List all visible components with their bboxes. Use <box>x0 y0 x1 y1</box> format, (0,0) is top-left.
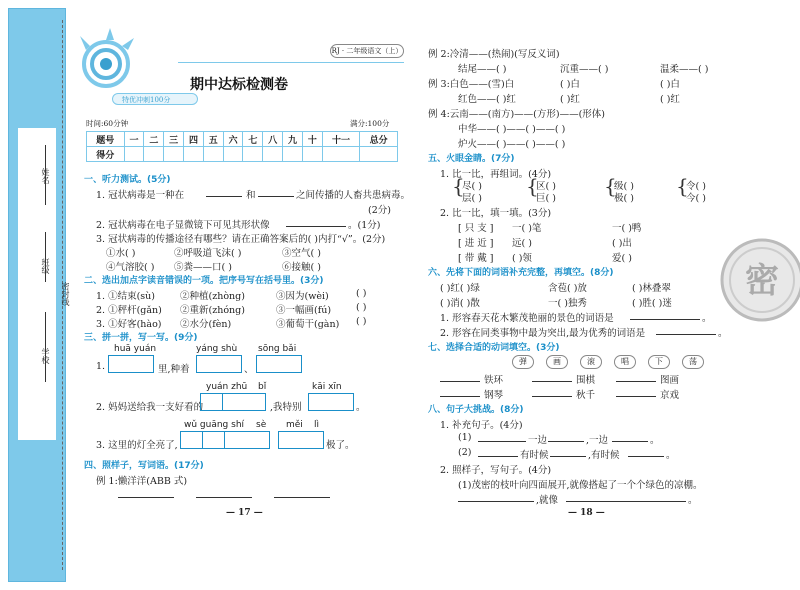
answer-blank[interactable] <box>478 441 526 442</box>
score-cell: 六 <box>223 132 243 147</box>
q8-2-end: 。 <box>688 495 698 506</box>
verb-option: 滚 <box>580 355 602 369</box>
q2-answer[interactable]: ( ) <box>356 316 367 327</box>
answer-blank[interactable] <box>616 381 656 382</box>
q5-2-blank[interactable]: 一( )笔 <box>512 223 542 234</box>
score-header-row <box>87 132 398 147</box>
answer-blank[interactable] <box>258 196 294 197</box>
answer-blank[interactable] <box>478 456 518 457</box>
q3-1-num: 1. <box>96 361 106 372</box>
confidential-seal-icon <box>718 236 800 324</box>
q1-1-text-b: 和 <box>246 190 256 201</box>
q8-2-mid: ,就像 <box>536 495 559 506</box>
q2-item: ②种植(zhòng) <box>180 291 245 302</box>
q2-answer[interactable]: ( ) <box>356 302 367 313</box>
score-input[interactable] <box>203 147 223 162</box>
score-table <box>86 131 398 162</box>
brace-icon: { <box>452 174 465 198</box>
q4-item[interactable]: 红色——( )红 <box>458 94 516 105</box>
q2-item: ③葡萄干(gàn) <box>276 319 340 330</box>
q1-3-option[interactable]: ④气溶胶( ) <box>106 262 155 273</box>
brace-icon: { <box>526 174 539 198</box>
score-cell: 题号 <box>87 132 125 147</box>
section-1-title: 一、听力测试。(5分) <box>84 175 171 185</box>
pinyin-label: kāi xīn <box>312 382 342 392</box>
pinyin-label: měi <box>286 420 303 430</box>
pinyin-label: yáng shù <box>196 344 238 354</box>
page-number-left: — 17 — <box>226 508 263 518</box>
q6-1-end: 。 <box>702 313 712 324</box>
q5-2-text: 2. 比一比，填一填。(3分) <box>440 208 552 219</box>
q7-word: 铁环 <box>484 375 504 386</box>
q2-item: ②水分(fèn) <box>180 319 232 330</box>
q1-3-option[interactable]: ⑤粪——口( ) <box>174 262 232 273</box>
q2-item: ②重新(zhóng) <box>180 305 245 316</box>
brace-icon: { <box>676 174 689 198</box>
q1-3-option[interactable]: ③空气( ) <box>282 248 321 259</box>
page-number-right: — 18 — <box>568 508 605 518</box>
answer-blank[interactable] <box>630 319 700 320</box>
section-8-title: 八、句子大挑战。(8分) <box>428 405 524 415</box>
q1-1-text: 1. 冠状病毒是一种在 <box>96 190 185 201</box>
score-input[interactable] <box>283 147 303 162</box>
q1-3-text: 3. 冠状病毒的传播途径有哪些？请在正确答案后的( )内打“√”。(2分) <box>96 234 386 245</box>
answer-blank[interactable] <box>550 456 586 457</box>
q1-3-option[interactable]: ②呼吸道飞沫( ) <box>174 248 242 259</box>
answer-blank[interactable] <box>286 226 346 227</box>
score-input[interactable] <box>302 147 322 162</box>
q4-item[interactable]: ( )红 <box>660 94 680 105</box>
q2-item: ③因为(wèi) <box>276 291 329 302</box>
idiom-blank[interactable]: ( )林叠翠 <box>632 283 671 294</box>
q8-2-text: 2. 照样子，写句子。(4分) <box>440 465 552 476</box>
q4-item[interactable]: ( )白 <box>560 79 580 90</box>
answer-blank[interactable] <box>656 334 716 335</box>
score-input[interactable] <box>124 147 144 162</box>
q4-item[interactable]: ( )白 <box>660 79 680 90</box>
q3-3-text: 3. 这里的灯全亮了, <box>96 440 178 451</box>
pinyin-label: sè <box>256 420 267 430</box>
writing-grid[interactable] <box>308 393 354 411</box>
writing-grid[interactable] <box>180 431 270 449</box>
q8-1-a-mid: 一边 <box>528 435 548 446</box>
writing-grid[interactable] <box>256 355 302 373</box>
q6-2-end: 。 <box>718 328 728 339</box>
compare-item[interactable]: 尽( ) <box>462 181 482 192</box>
q4-example-1: 例 1:懒洋洋(ABB 式) <box>96 476 188 487</box>
q6-2-text: 2. 形容在同类事物中最为突出,最为优秀的词语是 <box>440 328 646 339</box>
compare-item[interactable]: 令( ) <box>686 181 706 192</box>
score-cell: 得分 <box>87 147 125 162</box>
answer-blank[interactable] <box>196 497 252 498</box>
score-cell: 二 <box>144 132 164 147</box>
pinyin-label: wǔ guāng shí <box>184 420 245 430</box>
answer-blank[interactable] <box>612 441 648 442</box>
section-7-title: 七、选择合适的动词填空。(3分) <box>428 343 560 353</box>
q4-item[interactable]: 中华——( )——( )——( ) <box>458 124 566 135</box>
q1-2-score: 。(1分) <box>348 220 381 231</box>
q4-item[interactable]: 温柔——( ) <box>660 64 709 75</box>
q5-1-text: 1. 比一比，再组词。(4分) <box>440 169 552 180</box>
school-line <box>45 312 46 382</box>
q8-1-b-mid2: ,有时候 <box>588 450 620 461</box>
spiral-logo-icon <box>76 26 138 90</box>
label-seal: 密封线 <box>61 282 70 306</box>
writing-grid[interactable] <box>200 393 266 411</box>
label-school: 学校 <box>41 348 50 364</box>
answer-blank[interactable] <box>440 381 480 382</box>
compare-item[interactable]: 巨( ) <box>536 193 556 204</box>
score-cell: 九 <box>283 132 303 147</box>
answer-blank[interactable] <box>616 396 656 397</box>
writing-grid[interactable] <box>196 355 242 373</box>
answer-blank[interactable] <box>206 196 242 197</box>
answer-blank[interactable] <box>548 441 584 442</box>
pinyin-label: yuán zhū <box>206 382 248 392</box>
q7-word: 京戏 <box>660 390 680 401</box>
idiom-blank[interactable]: 一( )独秀 <box>548 298 587 309</box>
answer-blank[interactable] <box>440 396 480 397</box>
score-input[interactable] <box>243 147 263 162</box>
score-cell: 八 <box>263 132 283 147</box>
pinyin-label: bǐ <box>258 382 267 392</box>
q2-item: 2. ①秤杆(gǎn) <box>96 305 162 316</box>
q8-1-b-num: (2) <box>458 447 472 458</box>
q5-2-pair: [ 带 戴 ] <box>458 253 494 264</box>
verb-option: 弹 <box>512 355 534 369</box>
verb-option: 荡 <box>682 355 704 369</box>
full-score: 满分:100分 <box>350 119 390 128</box>
q4-example-4: 例 4:云南——(南方)——(方形)——(形体) <box>428 109 606 120</box>
q1-3-option[interactable]: ⑥接触( ) <box>282 262 321 273</box>
score-cell: 五 <box>203 132 223 147</box>
q3-2-end: 。 <box>356 402 366 413</box>
time-limit: 时间:60分钟 <box>86 119 129 128</box>
q5-2-blank[interactable]: 爱( ) <box>612 253 632 264</box>
q2-item: ③一幅画(fú) <box>276 305 332 316</box>
score-input[interactable] <box>322 147 360 162</box>
q4-item[interactable]: 沉重——( ) <box>560 64 609 75</box>
q2-item: 1. ①结束(sù) <box>96 291 155 302</box>
pinyin-label: lì <box>314 420 320 430</box>
section-6-title: 六、先将下面的词语补充完整，再填空。(8分) <box>428 268 614 278</box>
page-title: 期中达标检测卷 <box>190 77 288 93</box>
writing-grid[interactable] <box>108 355 154 373</box>
q5-2-pair: [ 进 近 ] <box>458 238 494 249</box>
q7-word: 钢琴 <box>484 390 504 401</box>
score-cell: 总分 <box>360 132 398 147</box>
answer-blank[interactable] <box>628 456 664 457</box>
section-3-title: 三、拼一拼，写一写。(9分) <box>84 333 198 343</box>
q1-1-score: (2分) <box>368 205 391 216</box>
q4-item[interactable]: 结尾——( ) <box>458 64 507 75</box>
q8-1-b-end: 。 <box>666 450 676 461</box>
score-input[interactable] <box>223 147 243 162</box>
q7-word: 秋千 <box>576 390 596 401</box>
section-5-title: 五、火眼金睛。(7分) <box>428 154 515 164</box>
q6-1-text: 1. 形容春天花木繁茂艳丽的景色的词语是 <box>440 313 614 324</box>
q1-1-text-c: 之间传播的人畜共患病毒。 <box>296 190 411 201</box>
q8-1-a-mid2: ,一边 <box>586 435 609 446</box>
idiom-blank[interactable]: 含苞( )放 <box>548 283 587 294</box>
q4-example-3: 例 3:白色——(雪)白 <box>428 79 515 90</box>
score-cell: 四 <box>184 132 204 147</box>
compare-item[interactable]: 级( ) <box>614 181 634 192</box>
score-input[interactable] <box>144 147 164 162</box>
name-line <box>45 145 46 205</box>
answer-blank[interactable] <box>118 497 174 498</box>
q8-2-example: (1)茂密的枝叶向四面展开,就像搭起了一个个绿色的凉棚。 <box>458 480 703 491</box>
score-input[interactable] <box>263 147 283 162</box>
q2-answer[interactable]: ( ) <box>356 288 367 299</box>
score-input-row <box>87 147 398 162</box>
q3-2-text: 2. 妈妈送给我一支好看的 <box>96 402 204 413</box>
compare-item[interactable]: 极( ) <box>614 193 634 204</box>
q8-1-a-end: 。 <box>650 435 660 446</box>
q1-3-option[interactable]: ①水( ) <box>106 248 136 259</box>
verb-option: 画 <box>546 355 568 369</box>
class-line <box>45 232 46 282</box>
q7-word: 图画 <box>660 375 680 386</box>
score-cell: 十 <box>302 132 322 147</box>
score-cell: 十一 <box>322 132 360 147</box>
section-4-title: 四、照样子，写词语。(17分) <box>84 461 204 471</box>
score-input[interactable] <box>164 147 184 162</box>
idiom-blank[interactable]: ( )红( )绿 <box>440 283 480 294</box>
verb-option: 下 <box>648 355 670 369</box>
idiom-blank[interactable]: ( )胜( )迷 <box>632 298 672 309</box>
idiom-blank[interactable]: ( )消( )散 <box>440 298 480 309</box>
label-class: 班级 <box>41 258 50 274</box>
score-cell: 三 <box>164 132 184 147</box>
answer-blank[interactable] <box>458 501 534 502</box>
q5-2-pair: [ 只 支 ] <box>458 223 494 234</box>
answer-blank[interactable] <box>274 497 330 498</box>
q5-2-blank[interactable]: 远( ) <box>512 238 532 249</box>
q3-2-mid: ,我特别 <box>270 402 302 413</box>
answer-blank[interactable] <box>566 501 686 502</box>
compare-item[interactable]: 层( ) <box>462 193 482 204</box>
q3-1-end: 、 <box>244 364 254 375</box>
label-name: 姓名 <box>41 168 50 184</box>
q8-1-b-mid: 有时候 <box>520 450 549 461</box>
seal-char: 密 <box>745 261 779 301</box>
score-input[interactable] <box>184 147 204 162</box>
grade-tag: RJ · 二年级语文（上） <box>330 44 404 58</box>
score-input[interactable] <box>360 147 398 162</box>
answer-blank[interactable] <box>532 381 572 382</box>
q8-1-a-num: (1) <box>458 432 472 443</box>
header-line <box>178 62 404 63</box>
q8-1-text: 1. 补充句子。(4分) <box>440 420 523 431</box>
score-cell: 一 <box>124 132 144 147</box>
q5-2-blank[interactable]: ( )出 <box>612 238 632 249</box>
q3-3-end: 极了。 <box>326 440 355 451</box>
q4-item[interactable]: ( )红 <box>560 94 580 105</box>
brace-icon: { <box>604 174 617 198</box>
q5-2-blank[interactable]: ( )领 <box>512 253 532 264</box>
section-2-title: 二、选出加点字读音错误的一项。把序号写在括号里。(3分) <box>84 276 324 286</box>
q2-item: 3. ①好客(hào) <box>96 319 162 330</box>
answer-blank[interactable] <box>532 396 572 397</box>
slogan-text: 特优冲刺100分 <box>122 96 171 104</box>
q4-item[interactable]: 炉火——( )——( )——( ) <box>458 139 566 150</box>
compare-item[interactable]: 区( ) <box>536 181 556 192</box>
q1-2-text: 2. 冠状病毒在电子显微镜下可见其形状像 <box>96 220 270 231</box>
pinyin-label: sōng bǎi <box>258 344 297 354</box>
writing-grid[interactable] <box>278 431 324 449</box>
compare-item[interactable]: 今( ) <box>686 193 706 204</box>
q5-2-blank[interactable]: 一( )鸭 <box>612 223 642 234</box>
q7-word: 围棋 <box>576 375 596 386</box>
q3-1-mid: 里,种着 <box>158 364 190 375</box>
pinyin-label: huā yuán <box>114 344 157 354</box>
q4-example-2: 例 2:冷清——(热闹)(写反义词) <box>428 49 560 60</box>
verb-option: 唱 <box>614 355 636 369</box>
score-cell: 七 <box>243 132 263 147</box>
